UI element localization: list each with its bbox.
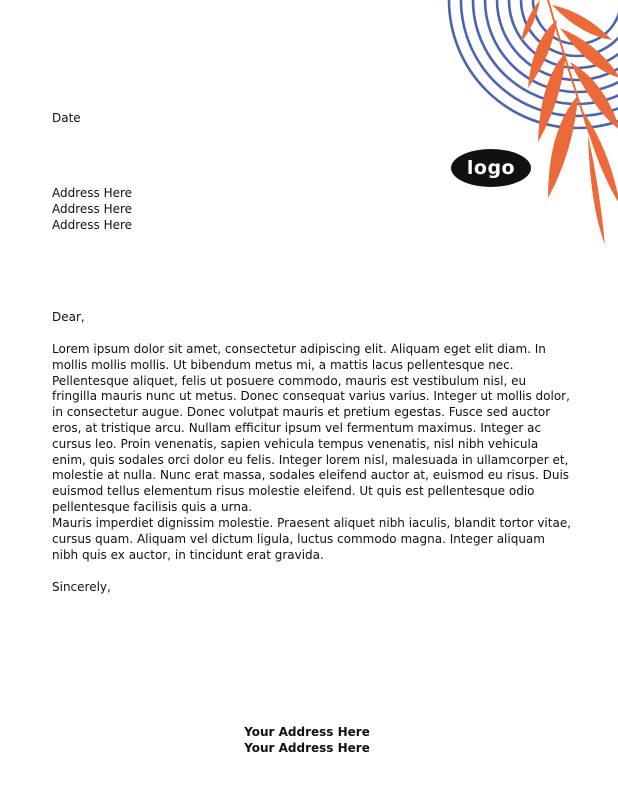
letter-date: Date [52,111,81,125]
closing: Sincerely, [52,580,111,594]
body-paragraph: Mauris imperdiet dignissim molestie. Praesent aliquet nibh iaculis, blandit tortor vitae, cursus quam. Aliquam vel dictum ligula, luctus commodo magna. Integer aliquam nibh quis ex auctor, in tincidunt erat gravida. [52,516,572,562]
footer-address [0,724,614,756]
salutation: Dear, [52,310,85,324]
logo [451,149,531,187]
logo-text: logo [466,157,516,179]
body-paragraph: Lorem ipsum dolor sit amet, consectetur adipiscing elit. Aliquam eget elit diam. In mollis mollis mollis. Ut bibendum metus mi, a mattis lacus pellentesque nec. Pellentesque aliquet, felis ut posuere commodo, mauris est vestibulum nisl, eu fringilla mauris nunc ut metus. Donec consequat varius varius. Integer ut mollis dolor, in consectetur augue. Donec volutpat mauris et pretium egestas. Fusce sed auctor eros, at tristique arcu. Nullam efficitur ipsum vel fermentum maximus. Integer ac cursus leo. Proin venenatis, sapien vehicula tempus venenatis, nisl nibh vehicula enim, quis sodales orci dolor eu felis. Integer lorem nisl, malesuada in ullamcorper et, molestie at nulla. Nunc erat massa, sodales eleifend auctor at, euismod eu risus. Duis euismod tellus elementum risus molestie eleifend. Ut quis est pellentesque odio pellentesque facilisis quis a urna. [52,342,570,514]
footer-line: Your Address Here [244,741,370,755]
recipient-address [52,186,132,233]
address-line: Address Here [52,186,133,200]
address-line: Address Here [52,201,133,216]
footer-line: Your Address Here [244,725,370,739]
address-line: Address Here [52,217,133,232]
